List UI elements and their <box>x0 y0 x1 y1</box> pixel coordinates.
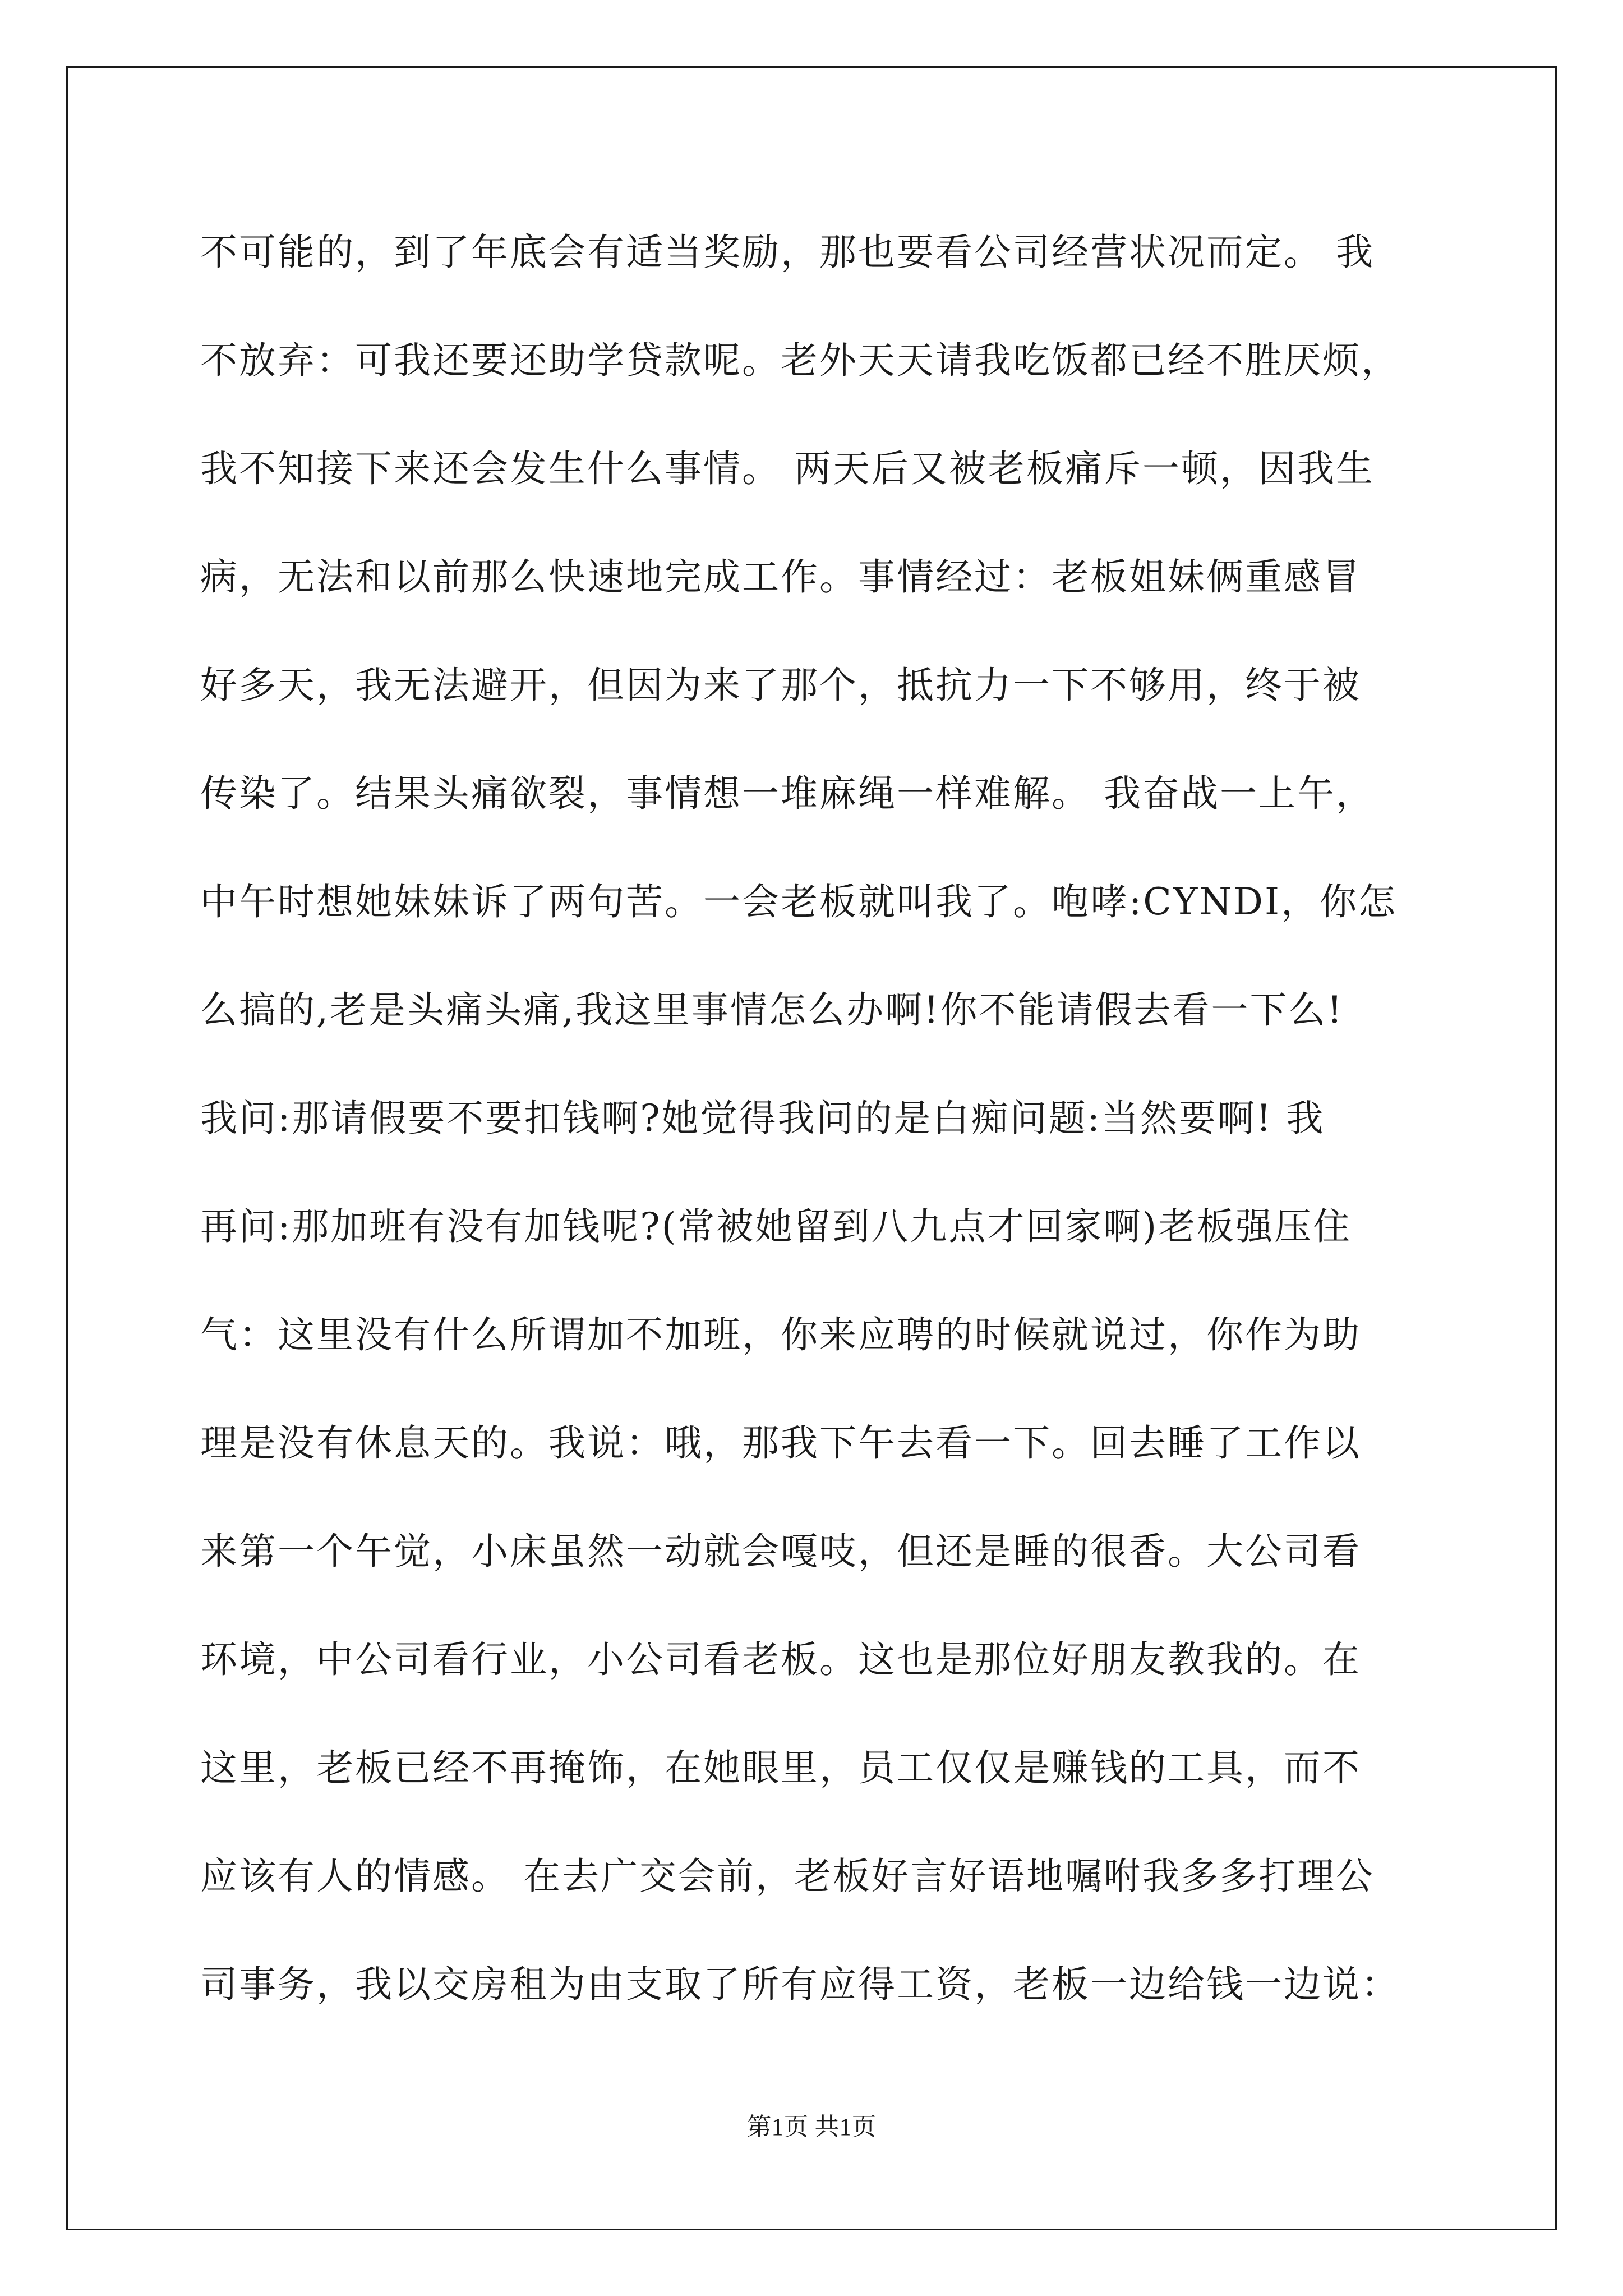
text-line: 我不知接下来还会发生什么事情。 两天后又被老板痛斥一顿，因我生 <box>200 447 1375 490</box>
document-body <box>200 219 1423 2059</box>
text-line: 再问:那加班有没有加钱呢?(常被她留到八九点才回家啊)老板强压住 <box>200 1205 1352 1248</box>
text-line: 应该有人的情感。 在去广交会前，老板好言好语地嘱咐我多多打理公 <box>200 1855 1375 1898</box>
text-line: 不可能的，到了年底会有适当奖励，那也要看公司经营状况而定。 我 <box>200 231 1375 274</box>
text-line: 理是没有休息天的。我说：哦，那我下午去看一下。回去睡了工作以 <box>200 1421 1361 1465</box>
text-line: 病，无法和以前那么快速地完成工作。事情经过：老板姐妹俩重感冒 <box>200 555 1361 599</box>
text-line: 我问:那请假要不要扣钱啊?她觉得我问的是白痴问题:当然要啊! 我 <box>200 1097 1325 1140</box>
text-line: 中午时想她妹妹诉了两句苦。一会老板就叫我了。咆哮:CYNDI，你怎 <box>200 880 1398 923</box>
text-line: 气：这里没有什么所谓加不加班，你来应聘的时候就说过，你作为助 <box>200 1313 1361 1356</box>
text-line: 环境，中公司看行业，小公司看老板。这也是那位好朋友教我的。在 <box>200 1638 1361 1681</box>
text-line: 么搞的,老是头痛头痛,我这里事情怎么办啊!你不能请假去看一下么! <box>200 988 1344 1032</box>
text-line: 好多天，我无法避开，但因为来了那个，抵抗力一下不够用，终于被 <box>200 664 1361 707</box>
text-line: 传染了。结果头痛欲裂，事情想一堆麻绳一样难解。 我奋战一上午， <box>200 772 1375 815</box>
page-footer: 第1页 共1页 <box>746 2113 877 2141</box>
text-line: 不放弃：可我还要还助学贷款呢。老外天天请我吃饭都已经不胜厌烦， <box>200 339 1400 382</box>
text-line: 司事务，我以交房租为由支取了所有应得工资，老板一边给钱一边说： <box>200 1963 1400 2006</box>
text-line: 这里，老板已经不再掩饰，在她眼里，员工仅仅是赚钱的工具，而不 <box>200 1746 1361 1789</box>
text-line: 来第一个午觉，小床虽然一动就会嘎吱，但还是睡的很香。大公司看 <box>200 1530 1361 1573</box>
